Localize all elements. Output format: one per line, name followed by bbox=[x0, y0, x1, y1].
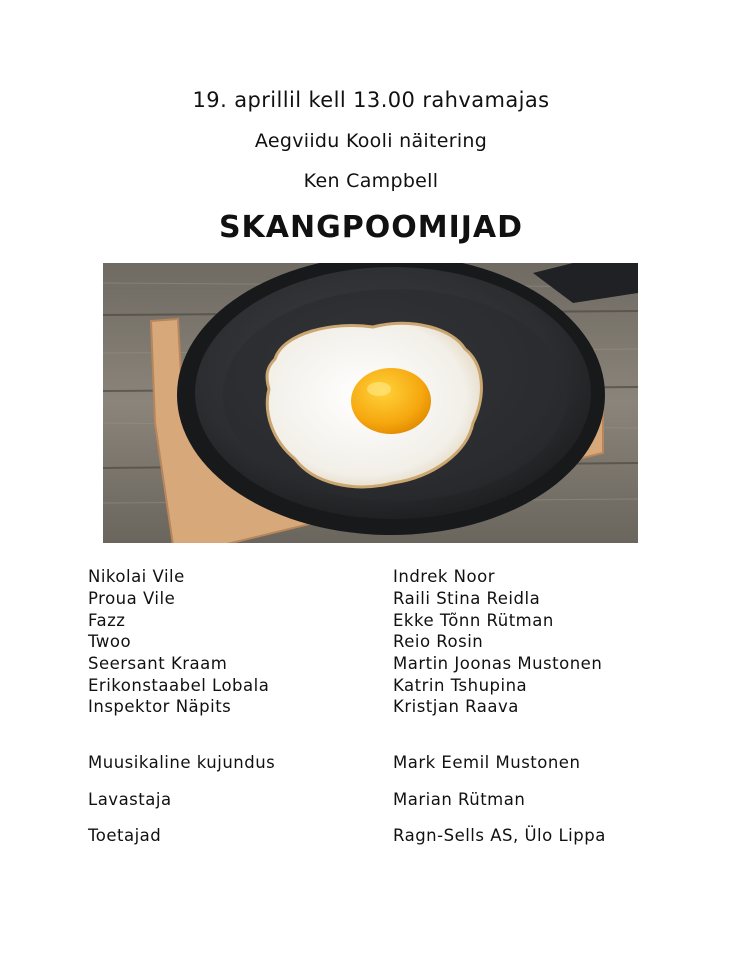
credit-name: Mark Eemil Mustonen bbox=[393, 753, 581, 772]
cast-row bbox=[88, 611, 708, 633]
credit-name: Marian Rütman bbox=[393, 790, 526, 809]
cast-role: Seersant Kraam bbox=[88, 654, 228, 673]
cast-row bbox=[88, 632, 708, 654]
school-line: Aegviidu Kooli näitering bbox=[254, 130, 488, 152]
fried-egg-in-pan-icon bbox=[103, 263, 638, 543]
cast-role: Fazz bbox=[88, 611, 126, 630]
cast-actor: Indrek Noor bbox=[393, 567, 495, 586]
cast-role: Twoo bbox=[88, 632, 132, 651]
cast-actor: Reio Rosin bbox=[393, 632, 484, 651]
credit-role: Muusikaline kujundus bbox=[88, 753, 276, 772]
cast-role: Nikolai Vile bbox=[88, 567, 185, 586]
author-line: Ken Campbell bbox=[303, 170, 439, 192]
cast-row bbox=[88, 567, 708, 589]
cast-actor: Raili Stina Reidla bbox=[393, 589, 541, 608]
cast-row bbox=[88, 654, 708, 676]
cast-actor: Katrin Tshupina bbox=[393, 676, 528, 695]
play-title: SKANGPOOMIJAD bbox=[218, 210, 524, 245]
credit-role: Toetajad bbox=[88, 826, 162, 845]
cast-role: Erikonstaabel Lobala bbox=[88, 676, 270, 695]
cast-role: Proua Vile bbox=[88, 589, 176, 608]
credit-role: Lavastaja bbox=[88, 790, 172, 809]
event-date-line: 19. aprillil kell 13.00 rahvamajas bbox=[192, 88, 550, 112]
cast-row bbox=[88, 676, 708, 698]
cast-row bbox=[88, 589, 708, 611]
credit-name: Ragn-Sells AS, Ülo Lippa bbox=[393, 826, 606, 845]
credit-row bbox=[88, 753, 708, 775]
cast-actor: Kristjan Raava bbox=[393, 697, 519, 716]
cast-actor: Martin Joonas Mustonen bbox=[393, 654, 603, 673]
cast-role: Inspektor Näpits bbox=[88, 697, 232, 716]
cast-actor: Ekke Tõnn Rütman bbox=[393, 611, 554, 630]
cast-row bbox=[88, 697, 708, 719]
credit-row bbox=[88, 790, 708, 812]
credit-row bbox=[88, 826, 708, 848]
